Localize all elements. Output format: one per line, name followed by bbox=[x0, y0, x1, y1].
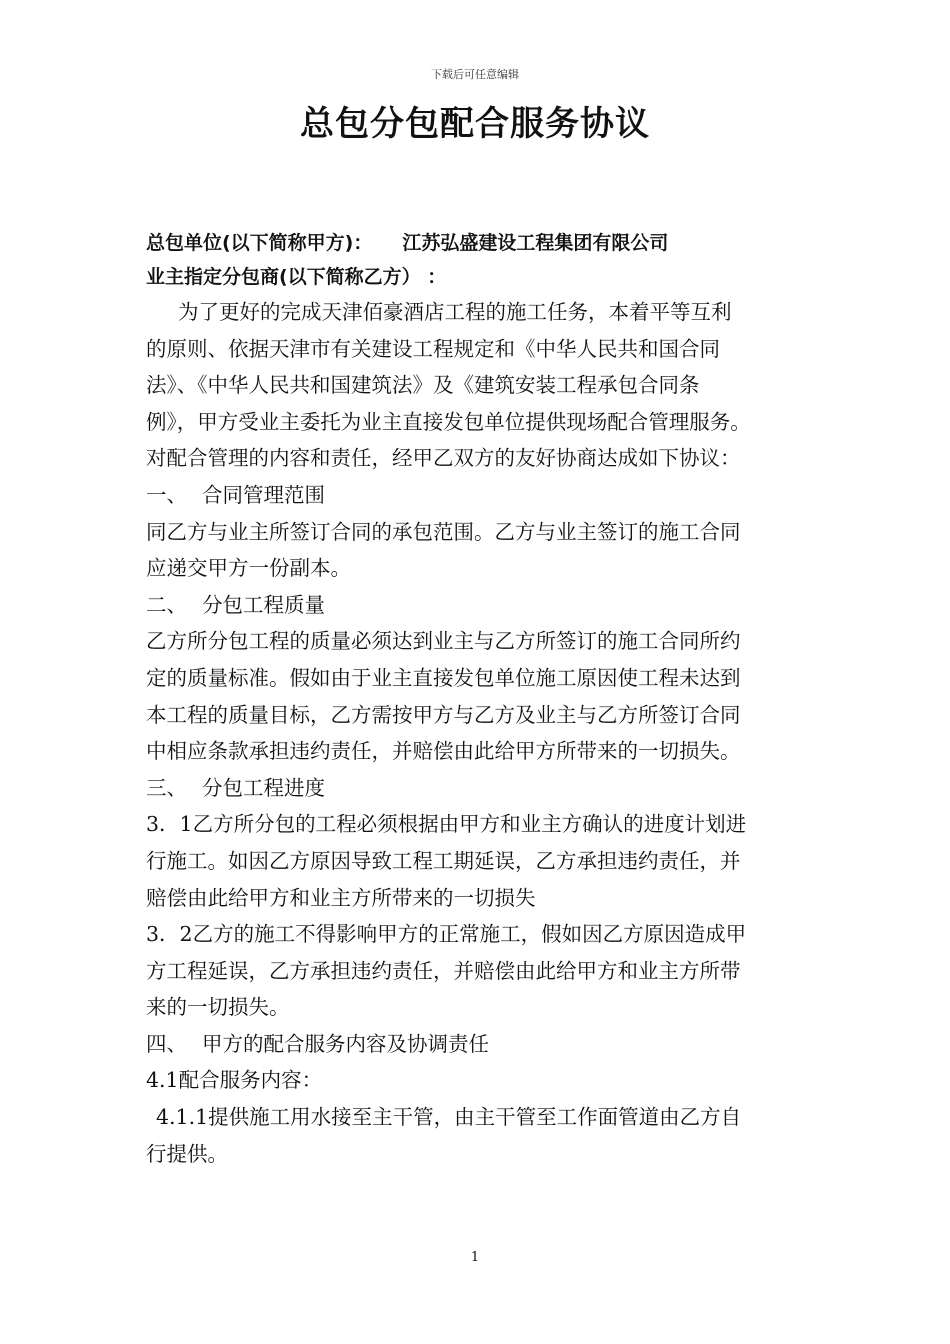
section-heading-1 bbox=[146, 477, 826, 514]
section-heading-3 bbox=[146, 770, 826, 807]
section-title: 合同管理范围 bbox=[202, 482, 325, 507]
section-line: 乙方所分包工程的质量必须达到业主与乙方所签订的施工合同所约 bbox=[146, 629, 741, 654]
section-line: 3．1乙方所分包的工程必须根据由甲方和业主方确认的进度计划进 bbox=[146, 812, 747, 837]
preamble-line: 法》、《中华人民共和国建筑法》及《建筑安装工程承包合同条 bbox=[146, 373, 700, 398]
page-title: 总包分包配合服务协议 bbox=[300, 104, 650, 144]
section-line: 中相应条款承担违约责任，并赔偿由此给甲方所带来的一切损失。 bbox=[146, 739, 741, 764]
general-contractor-name: 江苏弘盛建设工程集团有限公司 bbox=[402, 232, 669, 254]
section-line: 赔偿由此给甲方和业主方所带来的一切损失 bbox=[146, 885, 536, 910]
preamble-line: 的原则、依据天津市有关建设工程规定和《中华人民共和国合同 bbox=[146, 336, 720, 361]
preamble-line: 对配合管理的内容和责任，经甲乙双方的友好协商达成如下协议： bbox=[146, 446, 741, 471]
general-contractor-line bbox=[146, 226, 826, 260]
section-title: 分包工程进度 bbox=[202, 775, 325, 800]
preamble-line: 例》，甲方受业主委托为业主直接发包单位提供现场配合管理服务。 bbox=[146, 409, 751, 434]
document-body bbox=[146, 226, 826, 1172]
section-number: 四、 bbox=[146, 1031, 187, 1056]
subsection-heading: 4.1配合服务内容： bbox=[146, 1068, 323, 1093]
header-note: 下载后可任意编辑 bbox=[431, 68, 519, 81]
subcontractor-line bbox=[146, 260, 826, 294]
section-line: 同乙方与业主所签订合同的承包范围。乙方与业主签订的施工合同 bbox=[146, 519, 741, 544]
section-line: 方工程延误，乙方承担违约责任，并赔偿由此给甲方和业主方所带 bbox=[146, 958, 741, 983]
section-line: 行施工。如因乙方原因导致工程工期延误，乙方承担违约责任，并 bbox=[146, 848, 741, 873]
section-line: 来的一切损失。 bbox=[146, 995, 290, 1020]
section-heading-2 bbox=[146, 587, 826, 624]
section-title: 甲方的配合服务内容及协调责任 bbox=[202, 1031, 489, 1056]
section-line: 应递交甲方一份副本。 bbox=[146, 556, 351, 581]
section-line: 4.1.1提供施工用水接至主干管，由主干管至工作面管道由乙方自 bbox=[156, 1105, 742, 1130]
section-line: 本工程的质量目标，乙方需按甲方与乙方及业主与乙方所签订合同 bbox=[146, 702, 741, 727]
section-number: 二、 bbox=[146, 592, 187, 617]
preamble-line: 为了更好的完成天津佰豪酒店工程的施工任务，本着平等互利 bbox=[178, 300, 732, 324]
page-number: 1 bbox=[470, 1250, 480, 1265]
general-contractor-label: 总包单位(以下简称甲方)： bbox=[146, 232, 373, 254]
section-heading-4 bbox=[146, 1026, 826, 1063]
section-line: 3．2乙方的施工不得影响甲方的正常施工，假如因乙方原因造成甲 bbox=[146, 922, 747, 947]
section-number: 三、 bbox=[146, 775, 187, 800]
subcontractor-label: 业主指定分包商(以下简称乙方） ： bbox=[146, 266, 447, 288]
section-line: 定的质量标准。假如由于业主直接发包单位施工原因使工程未达到 bbox=[146, 665, 741, 690]
section-title: 分包工程质量 bbox=[202, 592, 325, 617]
section-number: 一、 bbox=[146, 482, 187, 507]
section-line: 行提供。 bbox=[146, 1141, 228, 1166]
